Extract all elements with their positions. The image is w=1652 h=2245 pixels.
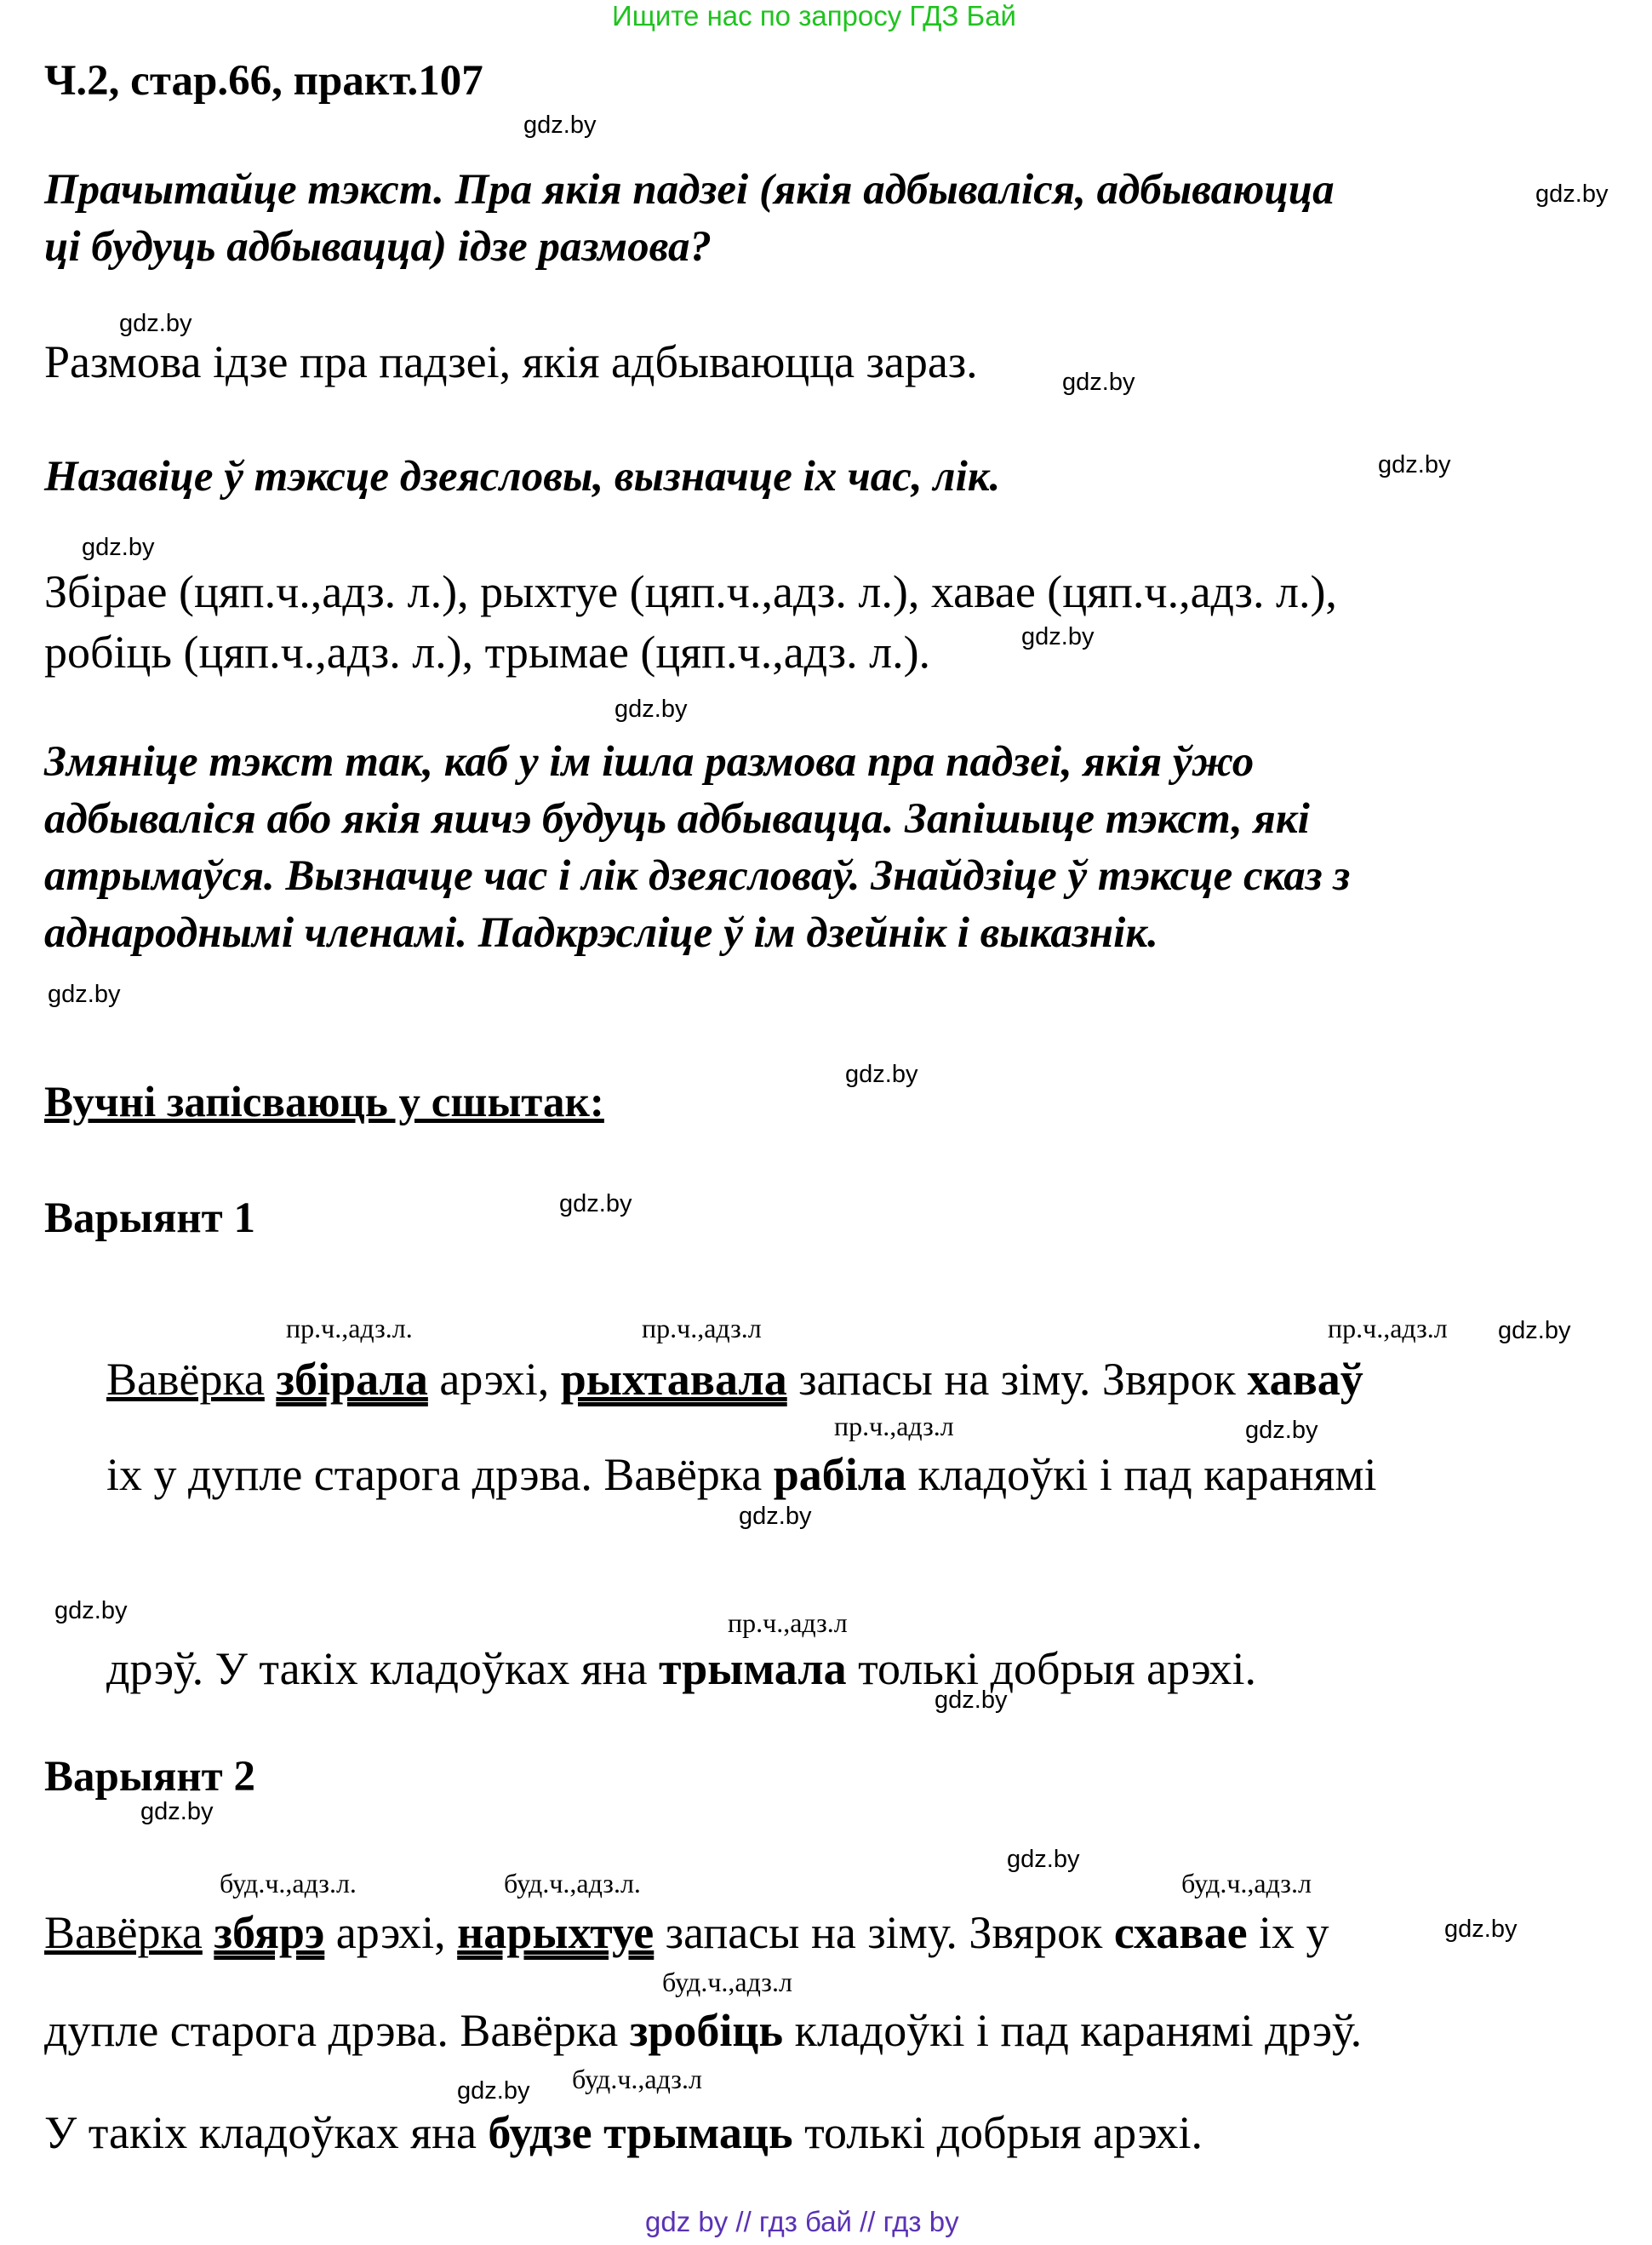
text-run: толькі добрыя арэхі. bbox=[792, 2107, 1203, 2158]
predicate-word: нарыхтуе bbox=[457, 1907, 655, 1958]
watermark: gdz.by bbox=[559, 1190, 632, 1217]
verb-word: рабіла bbox=[773, 1449, 907, 1500]
variant2-line bbox=[44, 1903, 1329, 1963]
watermark: gdz.by bbox=[1245, 1417, 1318, 1444]
variant2-line bbox=[44, 2103, 1203, 2163]
text-run: У такіх кладоўках яна bbox=[44, 2107, 489, 2158]
predicate-word: збірала bbox=[276, 1354, 428, 1405]
text-run: дрэў. У такіх кладоўках яна bbox=[106, 1643, 660, 1694]
text-run: толькі добрыя арэхі. bbox=[846, 1643, 1257, 1694]
watermark: gdz.by bbox=[1498, 1317, 1571, 1344]
tense-annotation: буд.ч.,адз.л bbox=[572, 2064, 702, 2094]
verb-word: зробіць bbox=[629, 2005, 784, 2056]
text-run: арэхі, bbox=[324, 1907, 458, 1958]
text-run: арэхі, bbox=[427, 1354, 561, 1405]
task3-question-line: атрымаўся. Вызначце час і лік дзеясловаў. Знайдзіце ў тэксце сказ з bbox=[44, 852, 1351, 900]
watermark: gdz.by bbox=[119, 310, 192, 337]
watermark: gdz.by bbox=[1062, 369, 1135, 396]
watermark: gdz.by bbox=[140, 1798, 214, 1825]
task2-answer bbox=[44, 562, 1337, 683]
text-run: запасы на зіму. Звярок bbox=[786, 1354, 1248, 1405]
watermark: gdz.by bbox=[523, 112, 597, 139]
subject-word: Вавёрка bbox=[44, 1907, 203, 1958]
variant1-heading: Варыянт 1 bbox=[44, 1194, 255, 1242]
task3-question-line: Змяніце тэкст так, каб у ім ішла размова пра падзеі, якія ўжо bbox=[44, 738, 1255, 786]
tense-annotation: пр.ч.,адз.л bbox=[728, 1607, 848, 1638]
text-run: кладоўкі і пад каранямі дрэў. bbox=[783, 2005, 1363, 2056]
verb-word: хаваў bbox=[1247, 1354, 1363, 1405]
watermark: gdz.by bbox=[1021, 623, 1095, 650]
task2-answer-line: Збірае (цяп.ч.,адз. л.), рыхтуе (цяп.ч.,адз. л.), хавае (цяп.ч.,адз. л.), bbox=[44, 566, 1337, 617]
tense-annotation: буд.ч.,адз.л bbox=[1181, 1868, 1312, 1899]
tense-annotation: буд.ч.,адз.л bbox=[662, 1967, 792, 1997]
page-title: Ч.2, стар.66, практ.107 bbox=[44, 57, 483, 105]
task1-answer: Размова ідзе пра падзеі, якія адбываюцца зараз. bbox=[44, 336, 978, 387]
watermark: gdz.by bbox=[457, 2077, 530, 2105]
tense-annotation: пр.ч.,адз.л bbox=[834, 1411, 954, 1441]
text-run: запасы на зіму. Звярок bbox=[654, 1907, 1114, 1958]
text-run: кладоўкі і пад каранямі bbox=[906, 1449, 1377, 1500]
variant2-line bbox=[44, 2001, 1362, 2061]
watermark: gdz.by bbox=[845, 1061, 918, 1088]
tense-annotation: пр.ч.,адз.л bbox=[642, 1313, 762, 1343]
verb-word: будзе трымаць bbox=[488, 2107, 793, 2158]
verb-word: схавае bbox=[1113, 1907, 1248, 1958]
tense-annotation: пр.ч.,адз.л. bbox=[286, 1313, 413, 1343]
task2-question: Назавіце ў тэксце дзеясловы, вызначце іх час, лік. bbox=[44, 453, 1001, 501]
variant1-line bbox=[106, 1639, 1256, 1699]
predicate-word: збярэ bbox=[214, 1907, 325, 1958]
watermark: gdz.by bbox=[1007, 1846, 1080, 1873]
task1-question bbox=[44, 162, 1534, 276]
watermark: gdz.by bbox=[739, 1503, 812, 1530]
tense-annotation: буд.ч.,адз.л. bbox=[504, 1868, 641, 1899]
task3-question-line: адбываліся або якія яшчэ будуць адбывацца. Запішыце тэкст, які bbox=[44, 795, 1310, 843]
predicate-word: рыхтавала bbox=[560, 1354, 787, 1405]
variant1-line bbox=[106, 1349, 1363, 1410]
watermark: gdz.by bbox=[1378, 451, 1451, 478]
text-run: іх у bbox=[1247, 1907, 1329, 1958]
notebook-heading: Вучні запісваюць у сшытак: bbox=[44, 1079, 604, 1126]
watermark: gdz.by bbox=[82, 534, 155, 561]
watermark: gdz.by bbox=[1535, 180, 1609, 208]
watermark: gdz.by bbox=[614, 696, 688, 723]
task3-question bbox=[44, 734, 1593, 962]
text-run: іх у дупле старога дрэва. Вавёрка bbox=[106, 1449, 774, 1500]
watermark: gdz.by bbox=[1444, 1916, 1518, 1943]
subject-word: Вавёрка bbox=[106, 1354, 265, 1405]
tense-annotation: буд.ч.,адз.л. bbox=[220, 1868, 357, 1899]
footer-links: gdz by // гдз бай // гдз by bbox=[645, 2206, 959, 2237]
task1-question-line: ці будуць адбывацца) ідзе размова? bbox=[44, 223, 712, 271]
tense-annotation: пр.ч.,адз.л bbox=[1328, 1313, 1448, 1343]
text-run: дупле старога дрэва. Вавёрка bbox=[44, 2005, 630, 2056]
watermark: gdz.by bbox=[48, 981, 121, 1008]
task1-question-line: Прачытайце тэкст. Пра якія падзеі (якія адбываліся, адбываюцца bbox=[44, 166, 1335, 214]
variant1-line bbox=[106, 1445, 1377, 1505]
verb-word: трымала bbox=[659, 1643, 847, 1694]
task2-answer-line: робіць (цяп.ч.,адз. л.), трымае (цяп.ч.,адз. л.). bbox=[44, 627, 931, 678]
variant2-heading: Варыянт 2 bbox=[44, 1753, 255, 1801]
top-banner: Ищите нас по запросу ГДЗ Бай bbox=[612, 0, 1016, 31]
watermark: gdz.by bbox=[935, 1687, 1008, 1714]
watermark: gdz.by bbox=[54, 1597, 128, 1624]
task3-question-line: аднароднымі членамі. Падкрэсліце ў ім дзейнік і выказнік. bbox=[44, 909, 1158, 957]
